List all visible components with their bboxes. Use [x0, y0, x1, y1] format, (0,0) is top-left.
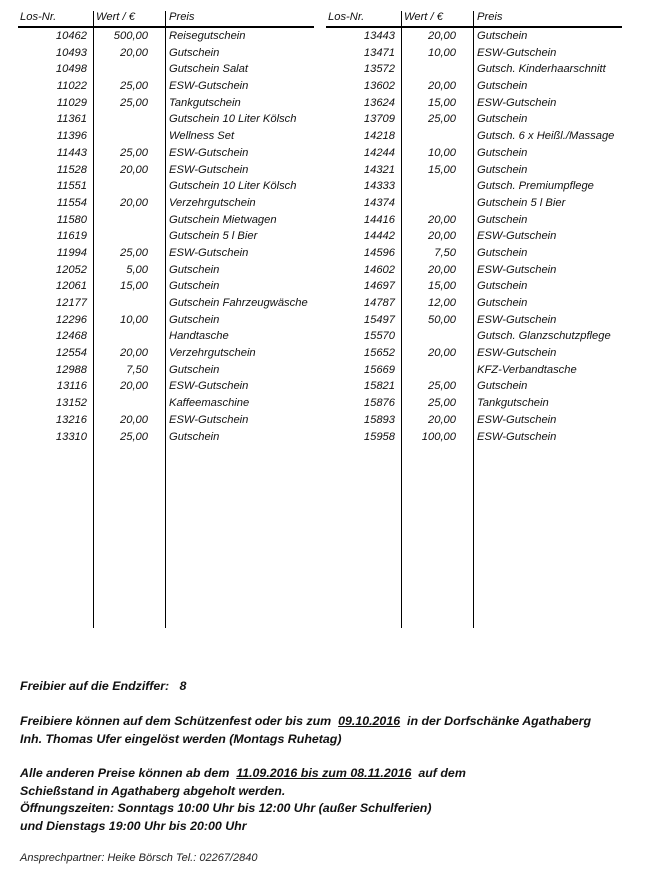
lot-number: 13709: [363, 113, 395, 126]
table-row: [326, 61, 622, 78]
prize-name: Gutsch. Glanzschutzpflege: [477, 330, 611, 343]
prize-name: Gutschein: [169, 280, 220, 293]
freibier-label: Freibier auf die Endziffer:: [20, 679, 170, 693]
table-row: [18, 278, 314, 295]
table-row: [326, 111, 622, 128]
pickup-info: [20, 765, 466, 835]
lot-number: 12061: [55, 280, 87, 293]
table-row: [326, 312, 622, 329]
lot-number: 11396: [56, 130, 87, 143]
prize-name: Kaffeemaschine: [169, 397, 250, 410]
table-row: [18, 111, 314, 128]
table-row: [18, 262, 314, 279]
prize-name: ESW-Gutschein: [477, 46, 557, 59]
table-row: [326, 145, 622, 162]
table-row: [326, 429, 622, 446]
info-text: in der Dorfschänke Agathaberg: [407, 714, 592, 728]
prize-value: 20,00: [120, 413, 148, 426]
info-text: Inh. Thomas Ufer eingelöst werden (Montags Ruhetag): [20, 731, 342, 746]
table-row: [18, 328, 314, 345]
lot-number: 11528: [56, 163, 87, 176]
prize-table-left: [18, 0, 314, 445]
table-row: [18, 195, 314, 212]
prize-table-right: [326, 0, 622, 445]
table-row: [326, 28, 622, 45]
header-preis: Preis: [169, 11, 195, 23]
table-row: [326, 162, 622, 179]
table-row: [326, 245, 622, 262]
table-row: [326, 212, 622, 229]
table-row: [18, 362, 314, 379]
prize-value: 20,00: [428, 263, 456, 276]
date-range: 11.09.2016 bis zum 08.11.2016: [236, 766, 412, 780]
prize-value: 20,00: [120, 347, 148, 360]
prize-value: 15,00: [428, 280, 456, 293]
lot-number: 15669: [363, 363, 395, 376]
prize-value: 25,00: [428, 397, 456, 410]
prize-name: Gutschein Salat: [169, 63, 248, 76]
prize-name: Tankgutschein: [477, 397, 549, 410]
prize-name: Gutschein: [477, 80, 528, 93]
prize-value: 25,00: [120, 146, 148, 159]
lot-number: 11551: [56, 180, 87, 193]
lot-number: 14596: [363, 246, 395, 259]
lot-number: 10493: [55, 46, 87, 59]
lot-number: 12988: [55, 363, 87, 376]
prize-name: Gutschein Fahrzeugwäsche: [169, 297, 308, 309]
table-body: [18, 28, 314, 445]
lot-number: 11443: [56, 146, 87, 159]
prize-name: Gutschein 5 l Bier: [169, 230, 258, 243]
table-row: [18, 312, 314, 329]
table-row: [326, 178, 622, 195]
info-text: Alle anderen Preise können ab dem: [20, 766, 230, 780]
prize-name: ESW-Gutschein: [169, 80, 249, 93]
table-row: [326, 45, 622, 62]
prize-name: Gutschein: [169, 313, 220, 326]
table-row: [18, 412, 314, 429]
lot-number: 14374: [363, 196, 395, 209]
table-row: [326, 78, 622, 95]
prize-name: ESW-Gutschein: [477, 263, 557, 276]
table-row: [326, 295, 622, 312]
prize-name: Gutschein: [477, 163, 528, 176]
lot-number: 15876: [363, 397, 395, 410]
lot-number: 13471: [363, 46, 395, 59]
lot-number: 15893: [363, 413, 395, 426]
prize-value: 20,00: [428, 230, 456, 243]
table-row: [326, 128, 622, 145]
lot-number: 14442: [363, 230, 395, 243]
table-row: [326, 228, 622, 245]
lot-number: 13216: [55, 413, 87, 426]
opening-hours: Öffnungszeiten: Sonntags 10:00 Uhr bis 12:00 Uhr (außer Schulferien): [20, 801, 432, 815]
prize-value: 15,00: [428, 163, 456, 176]
prize-value: 10,00: [120, 313, 148, 326]
table-row: [18, 345, 314, 362]
prize-name: Gutschein: [169, 430, 220, 443]
info-text: Schießstand in Agathaberg abgeholt werden.: [20, 783, 286, 798]
prize-value: 25,00: [120, 430, 148, 443]
prize-name: Gutschein 10 Liter Kölsch: [169, 180, 297, 193]
lot-number: 12554: [55, 347, 87, 360]
prize-value: 20,00: [428, 80, 456, 93]
table-row: [18, 145, 314, 162]
prize-name: ESW-Gutschein: [477, 430, 557, 443]
prize-name: ESW-Gutschein: [477, 413, 557, 426]
prize-name: Gutschein: [477, 246, 528, 259]
lot-number: 12296: [55, 313, 87, 326]
prize-value: 25,00: [428, 113, 456, 126]
prize-name: ESW-Gutschein: [169, 146, 249, 159]
prize-value: 20,00: [120, 46, 148, 59]
header-los: Los-Nr.: [20, 11, 57, 23]
contact-line: Ansprechpartner: Heike Börsch Tel.: 02267/2840: [20, 852, 258, 864]
table-row: [18, 429, 314, 446]
prize-name: Handtasche: [169, 330, 229, 343]
table-body: [326, 28, 622, 445]
prize-value: 50,00: [428, 313, 456, 326]
table-row: [18, 378, 314, 395]
table-row: [18, 78, 314, 95]
lot-number: 13572: [363, 63, 395, 76]
lot-number: 11029: [56, 96, 87, 109]
prize-value: 20,00: [428, 347, 456, 360]
table-row: [326, 362, 622, 379]
table-row: [326, 378, 622, 395]
lot-number: 15958: [363, 430, 395, 443]
table-header: [18, 0, 314, 28]
prize-name: Reisegutschein: [169, 30, 246, 42]
table-row: [326, 412, 622, 429]
table-row: [326, 278, 622, 295]
lot-number: 14602: [363, 263, 395, 276]
table-row: [18, 162, 314, 179]
lot-number: 14333: [363, 180, 395, 193]
table-row: [18, 45, 314, 62]
prize-name: Gutschein: [169, 46, 220, 59]
lot-number: 14244: [363, 146, 395, 159]
prize-name: Gutschein: [477, 146, 528, 159]
table-row: [326, 95, 622, 112]
prize-value: 25,00: [120, 80, 148, 93]
lot-number: 14321: [363, 163, 395, 176]
lot-number: 11022: [56, 80, 87, 93]
prize-name: Gutsch. Premiumpflege: [477, 180, 594, 193]
header-wert: Wert / €: [404, 11, 443, 23]
prize-name: ESW-Gutschein: [169, 380, 249, 393]
lot-number: 10498: [55, 63, 87, 76]
lot-number: 15652: [363, 347, 395, 360]
prize-name: ESW-Gutschein: [477, 96, 557, 109]
prize-name: Tankgutschein: [169, 96, 241, 109]
prize-name: Gutschein: [477, 280, 528, 293]
table-row: [18, 228, 314, 245]
header-los: Los-Nr.: [328, 11, 365, 23]
lot-number: 13602: [363, 80, 395, 93]
prize-value: 20,00: [120, 163, 148, 176]
lot-number: 11580: [56, 213, 87, 226]
prize-value: 7,50: [434, 246, 456, 259]
lot-number: 11994: [56, 246, 87, 259]
prize-name: Gutschein: [477, 113, 528, 126]
info-text: Freibiere können auf dem Schützenfest oder bis zum: [20, 714, 332, 728]
table-row: [18, 28, 314, 45]
prize-name: Gutschein Mietwagen: [169, 213, 277, 226]
table-row: [326, 262, 622, 279]
prize-name: ESW-Gutschein: [477, 347, 557, 360]
prize-value: 20,00: [428, 30, 456, 42]
prize-name: ESW-Gutschein: [169, 246, 249, 259]
header-wert: Wert / €: [96, 11, 135, 23]
prize-name: Gutschein: [477, 30, 528, 42]
lot-number: 10462: [55, 30, 87, 42]
prize-name: ESW-Gutschein: [169, 413, 249, 426]
prize-name: ESW-Gutschein: [477, 230, 557, 243]
prize-name: Gutschein: [169, 363, 220, 376]
prize-value: 7,50: [126, 363, 148, 376]
prize-name: KFZ-Verbandtasche: [477, 363, 577, 376]
lot-number: 11619: [56, 230, 87, 243]
prize-value: 25,00: [120, 246, 148, 259]
table-row: [326, 345, 622, 362]
info-text: auf dem: [418, 766, 466, 780]
prize-value: 500,00: [113, 30, 148, 42]
lot-number: 11361: [56, 113, 87, 126]
prize-value: 10,00: [428, 46, 456, 59]
prize-name: Verzehrgutschein: [169, 196, 256, 209]
prize-value: 20,00: [428, 413, 456, 426]
prize-name: Gutschein: [477, 380, 528, 393]
table-row: [326, 328, 622, 345]
prize-value: 20,00: [120, 196, 148, 209]
prize-name: Verzehrgutschein: [169, 347, 256, 360]
table-row: [18, 395, 314, 412]
prize-name: Gutschein: [169, 263, 220, 276]
table-row: [18, 178, 314, 195]
table-row: [18, 245, 314, 262]
lot-number: 12052: [55, 263, 87, 276]
prize-value: 12,00: [428, 297, 456, 309]
prize-name: Gutsch. 6 x Heißl./Massage: [477, 130, 615, 143]
lot-number: 13443: [363, 30, 395, 42]
lot-number: 15570: [363, 330, 395, 343]
lot-number: 14218: [363, 130, 395, 143]
table-row: [326, 395, 622, 412]
prize-value: 20,00: [428, 213, 456, 226]
prize-value: 5,00: [126, 263, 148, 276]
freibier-line: [20, 678, 186, 696]
freibier-info: [20, 713, 591, 748]
table-row: [18, 95, 314, 112]
lot-number: 12468: [55, 330, 87, 343]
prize-name: ESW-Gutschein: [169, 163, 249, 176]
table-row: [18, 295, 314, 312]
prize-name: Gutschein: [477, 297, 528, 309]
date-freibier: 09.10.2016: [338, 714, 401, 728]
table-header: [326, 0, 622, 28]
lot-number: 14697: [363, 280, 395, 293]
prize-name: Wellness Set: [169, 130, 235, 143]
lot-number: 13310: [55, 430, 87, 443]
prize-name: Gutschein 5 l Bier: [477, 196, 566, 209]
table-row: [18, 61, 314, 78]
prize-value: 25,00: [120, 96, 148, 109]
prize-name: Gutschein: [477, 213, 528, 226]
prize-value: 10,00: [428, 146, 456, 159]
prize-name: Gutsch. Kinderhaarschnitt: [477, 63, 606, 76]
opening-hours: und Dienstags 19:00 Uhr bis 20:00 Uhr: [20, 818, 247, 833]
lot-number: 13624: [363, 96, 395, 109]
lot-number: 11554: [56, 196, 87, 209]
lot-number: 13116: [56, 380, 87, 393]
prize-value: 25,00: [428, 380, 456, 393]
lot-number: 14787: [363, 297, 395, 309]
prize-name: ESW-Gutschein: [477, 313, 557, 326]
table-row: [18, 128, 314, 145]
prize-value: 15,00: [428, 96, 456, 109]
freibier-digit: 8: [179, 679, 187, 693]
table-row: [18, 212, 314, 229]
lot-number: 12177: [55, 297, 87, 309]
lot-number: 14416: [363, 213, 395, 226]
prize-name: Gutschein 10 Liter Kölsch: [169, 113, 297, 126]
lot-number: 15497: [363, 313, 395, 326]
prize-value: 100,00: [421, 430, 456, 443]
prize-value: 20,00: [120, 380, 148, 393]
prize-value: 15,00: [120, 280, 148, 293]
lot-number: 15821: [363, 380, 395, 393]
table-row: [326, 195, 622, 212]
header-preis: Preis: [477, 11, 503, 23]
lot-number: 13152: [55, 397, 87, 410]
